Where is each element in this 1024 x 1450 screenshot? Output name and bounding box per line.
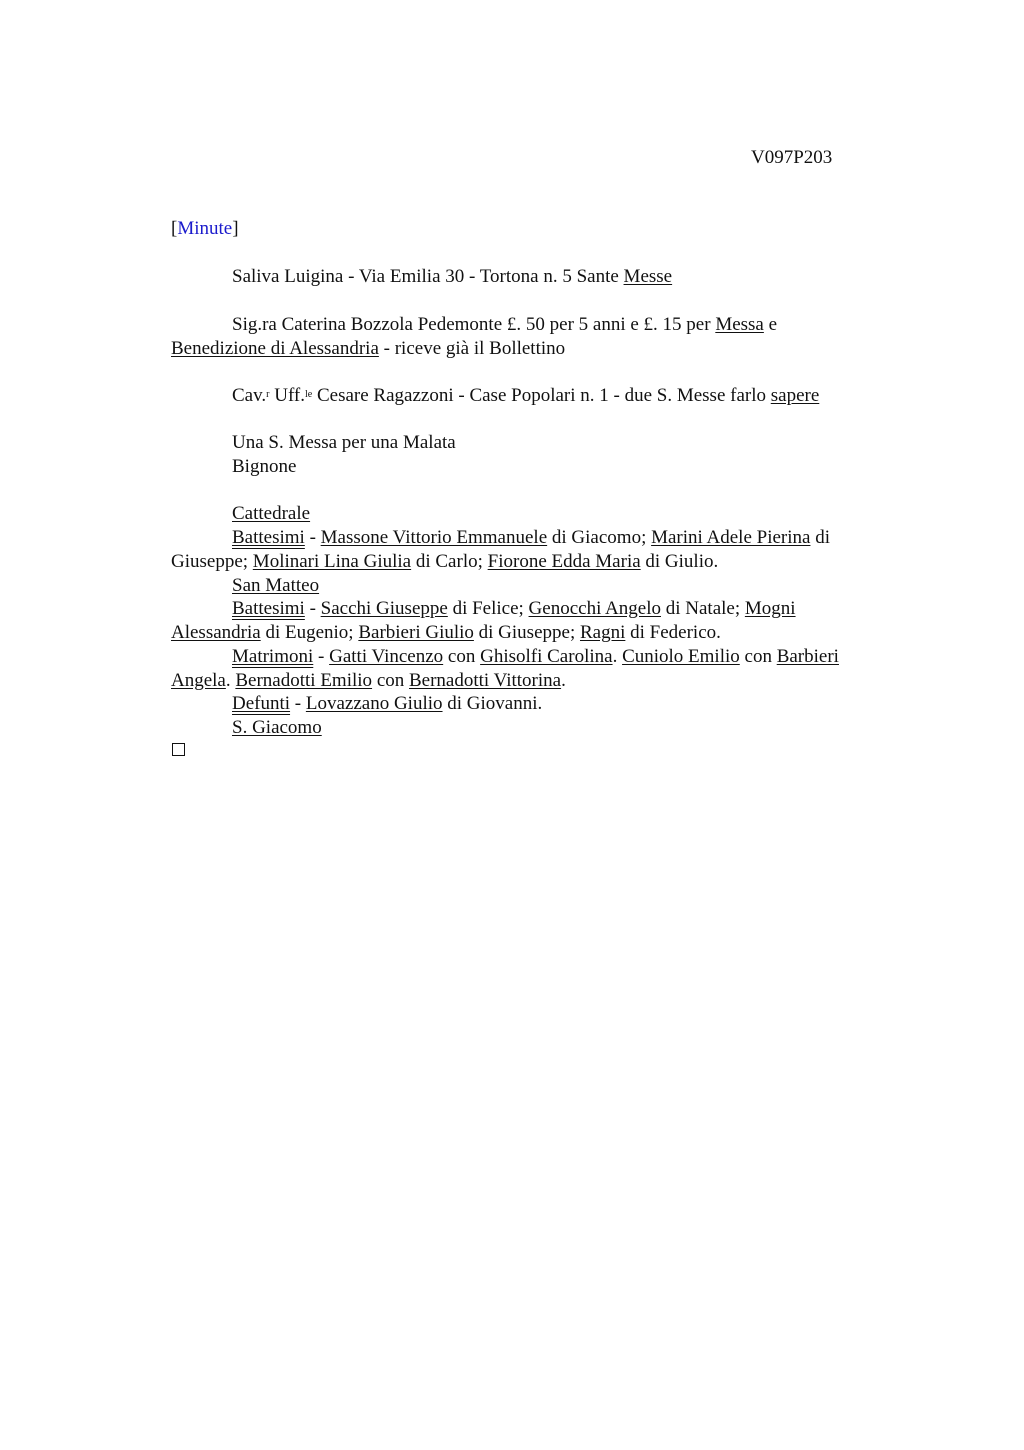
person-name: Molinari Lina Giulia	[252, 551, 412, 572]
text: con	[372, 670, 409, 691]
entry-text: Cesare Ragazzoni - Case Popolari n. 1 - due S. Messe farlo	[312, 385, 771, 406]
entry-underlined: Messe	[623, 266, 673, 287]
dash: -	[290, 693, 306, 714]
person-name: Angela	[171, 670, 226, 691]
defunti-label: Defunti	[232, 693, 291, 714]
entry-underlined: Messa	[715, 314, 764, 335]
text: di Natale;	[660, 598, 745, 619]
person-name: Bernadotti Emilio	[235, 670, 373, 691]
text: di Giuseppe;	[473, 622, 580, 643]
dash: -	[313, 646, 330, 667]
text: di Carlo;	[411, 551, 488, 572]
heading-text: S. Giacomo	[232, 717, 322, 738]
text: .	[561, 670, 566, 691]
san-matteo-defunti	[232, 692, 542, 716]
text: di Giacomo;	[547, 527, 652, 548]
text: di Felice;	[447, 598, 529, 619]
entry-saliva	[232, 265, 672, 289]
entry-text: Cav.	[232, 385, 267, 406]
person-name: Massone Vittorio Emmanuele	[320, 527, 548, 548]
text: con	[443, 646, 481, 667]
entry-text: e	[763, 314, 778, 335]
superscript: r	[266, 389, 270, 400]
entry-text: Saliva Luigina - Via Emilia 30 - Tortona n. 5 Sante	[232, 266, 624, 287]
bracket-open: [	[171, 218, 178, 239]
matrimoni-label: Matrimoni	[232, 646, 314, 667]
cattedrale-battesimi-line2	[171, 550, 718, 574]
text: di Giovanni.	[442, 693, 543, 714]
dash: -	[304, 598, 321, 619]
battesimi-label: Battesimi	[232, 527, 305, 548]
dash: -	[304, 527, 321, 548]
san-matteo-battesimi-line1	[232, 597, 796, 621]
person-name: Alessandria	[171, 622, 261, 643]
entry-bignone: Bignone	[232, 456, 297, 477]
minute-header	[171, 217, 239, 241]
person-name: Bernadotti Vittorina	[409, 670, 562, 691]
superscript: le	[305, 389, 313, 400]
san-matteo-matrimoni-line1	[232, 645, 839, 669]
entry-text: - riceve già il Bollettino	[378, 338, 566, 359]
person-name: Ragni	[579, 622, 626, 643]
text: di	[810, 527, 830, 548]
person-name: Barbieri	[776, 646, 839, 667]
san-matteo-battesimi-line2	[171, 621, 721, 645]
battesimi-label: Battesimi	[232, 598, 305, 619]
text: .	[225, 670, 236, 691]
text: di Federico.	[625, 622, 721, 643]
bracket-close: ]	[232, 218, 239, 239]
person-name: Sacchi Giuseppe	[320, 598, 448, 619]
person-name: Marini Adele Pierina	[651, 527, 811, 548]
person-name: Genocchi Angelo	[528, 598, 661, 619]
person-name: Ghisolfi Carolina	[480, 646, 613, 667]
entry-malata: Una S. Messa per una Malata	[232, 432, 456, 453]
person-name: Lovazzano Giulio	[305, 693, 443, 714]
text: .	[612, 646, 623, 667]
san-matteo-matrimoni-line2	[171, 669, 566, 693]
heading-text: San Matteo	[232, 575, 320, 596]
cattedrale-battesimi-line1	[232, 526, 830, 550]
empty-checkbox-icon	[172, 743, 185, 756]
heading-s-giacomo	[232, 716, 322, 740]
minute-label: Minute	[177, 218, 233, 239]
text: di Eugenio;	[260, 622, 359, 643]
text: con	[739, 646, 777, 667]
entry-bozzola-line2	[171, 337, 565, 361]
heading-text: Cattedrale	[232, 503, 311, 524]
entry-underlined: Benedizione di Alessandria	[171, 338, 379, 359]
person-name: Gatti Vincenzo	[329, 646, 444, 667]
person-name: Fiorone Edda Maria	[487, 551, 641, 572]
text: Giuseppe;	[171, 551, 253, 572]
entry-bozzola-line1	[232, 313, 777, 337]
heading-cattedrale	[232, 502, 310, 526]
text: di Giulio.	[640, 551, 719, 572]
person-name: Barbieri Giulio	[358, 622, 474, 643]
entry-underlined: sapere	[770, 385, 820, 406]
entry-text: Uff.	[269, 385, 306, 406]
entry-ragazzoni	[232, 384, 819, 408]
page-code: V097P203	[751, 147, 833, 168]
entry-text: Sig.ra Caterina Bozzola Pedemonte £. 50 per 5 anni e £. 15 per	[232, 314, 716, 335]
person-name: Mogni	[744, 598, 796, 619]
person-name: Cuniolo Emilio	[622, 646, 740, 667]
heading-san-matteo	[232, 574, 319, 598]
